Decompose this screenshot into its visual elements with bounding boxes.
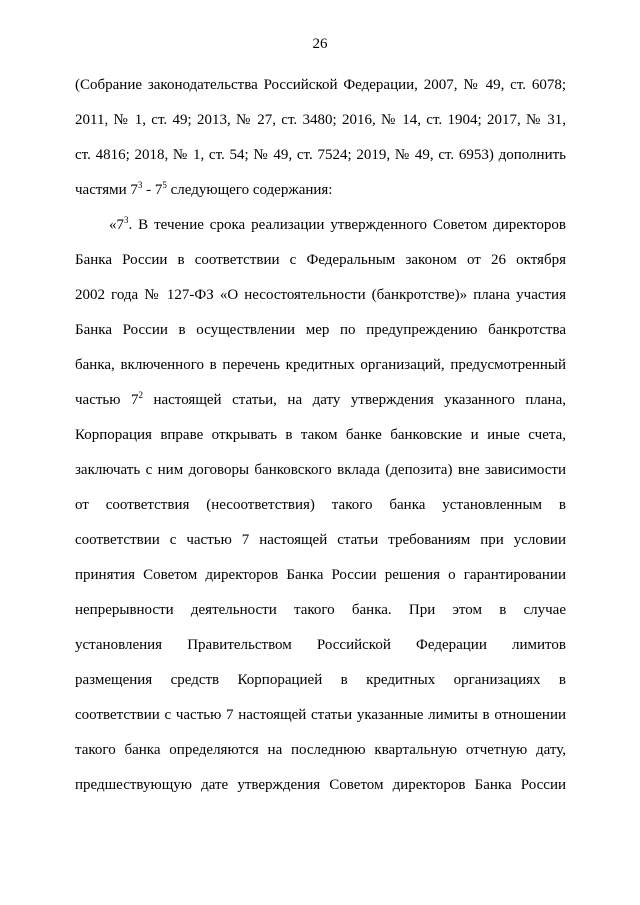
superscript: 2: [138, 390, 143, 400]
text-segment: частями 7: [75, 182, 138, 198]
text-line-15: принятия Советом директоров Банка России решения о гарантировании: [75, 567, 566, 583]
text-segment: следующего содержания:: [166, 182, 333, 198]
text-line-2: 2011, № 1, ст. 49; 2013, № 27, ст. 3480; 2016, № 14, ст. 1904; 2017, № 31,: [75, 112, 566, 128]
text-segment: . В течение срока реализации утвержденного Советом директоров: [128, 217, 566, 233]
text-line-12: заключать с ним договоры банковского вклада (депозита) вне зависимости: [75, 462, 566, 478]
text-line-5: [109, 216, 566, 234]
text-segment: - 7: [142, 182, 163, 198]
text-line-10: [75, 391, 566, 409]
text-line-8: Банка России в осуществлении мер по предупреждению банкротства: [75, 322, 566, 338]
text-segment: настоящей статьи, на дату утверждения указанного плана,: [142, 392, 566, 408]
text-line-17: установления Правительством Российской Федерации лимитов: [75, 637, 566, 653]
superscript: 5: [162, 180, 167, 190]
text-line-3: ст. 4816; 2018, № 1, ст. 54; № 49, ст. 7524; 2019, № 49, ст. 6953) дополнить: [75, 147, 566, 163]
text-line-13: от соответствия (несоответствия) такого банка установленным в: [75, 497, 566, 513]
text-line-9: банка, включенного в перечень кредитных организаций, предусмотренный: [75, 357, 566, 373]
text-line-16: непрерывности деятельности такого банка. При этом в случае: [75, 602, 566, 618]
text-line-1: (Собрание законодательства Российской Федерации, 2007, № 49, ст. 6078;: [75, 77, 566, 93]
text-line-21: предшествующую дате утверждения Советом директоров Банка России: [75, 777, 566, 793]
text-line-7: 2002 года № 127-ФЗ «О несостоятельности (банкротстве)» плана участия: [75, 287, 566, 303]
text-line-11: Корпорация вправе открывать в таком банке банковские и иные счета,: [75, 427, 566, 443]
text-line-6: Банка России в соответствии с Федеральным законом от 26 октября: [75, 252, 566, 268]
text-line-14: соответствии с частью 7 настоящей статьи требованиям при условии: [75, 532, 566, 548]
superscript: 3: [137, 180, 143, 190]
superscript: 3: [124, 215, 129, 225]
text-segment: частью 7: [75, 392, 139, 408]
text-line-18: размещения средств Корпорацией в кредитных организациях в: [75, 672, 566, 688]
text-segment: «7: [109, 217, 124, 233]
text-line-20: такого банка определяются на последнюю квартальную отчетную дату,: [75, 742, 566, 758]
text-line-19: соответствии с частью 7 настоящей статьи указанные лимиты в отношении: [75, 707, 566, 723]
text-line-4: [75, 181, 566, 199]
page-number: 26: [312, 36, 328, 52]
